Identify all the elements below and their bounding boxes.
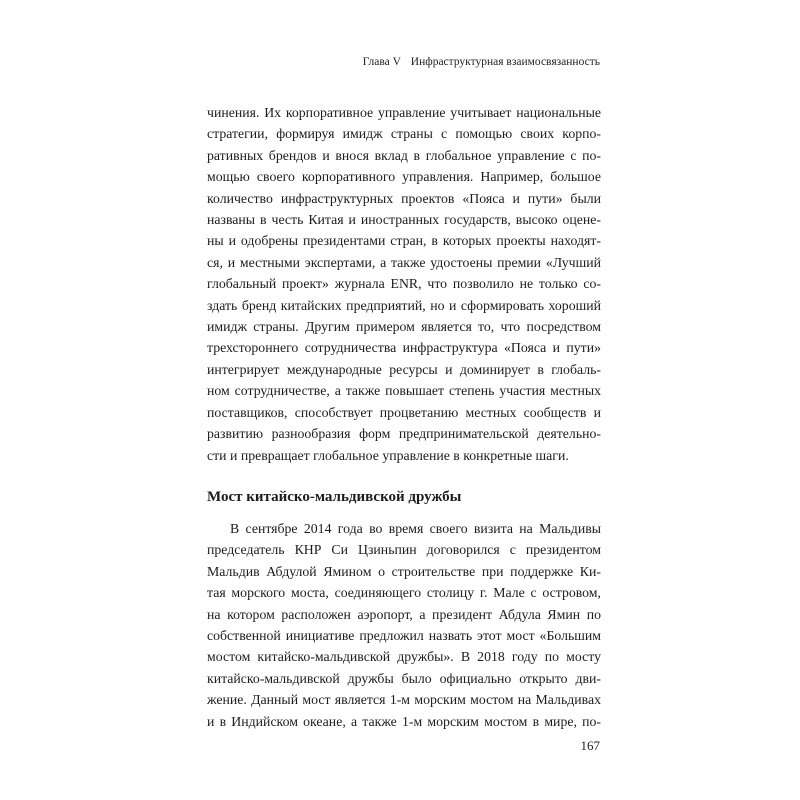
body-text-line: и в Индийском океане, а также 1-м морским мостом в мире, по- [207,713,601,729]
body-text-line: поставщиков, способствует процветанию местных сообществ и [207,404,601,420]
page-number: 167 [580,738,600,753]
body-text-line: стратегии, формируя имидж страны с помощью своих корпо- [207,126,601,142]
body-text-line: трехстороннего сотрудничества инфраструктура «Пояса и пути» [207,340,601,356]
body-text-line: названы в честь Китая и иностранных государств, высоко оцене- [207,212,601,228]
body-text-line: сти и превращает глобальное управление в конкретные шаги. [207,447,569,463]
paragraph-1 [207,102,601,466]
body-text-line: собственной инициативе предложил назвать этот мост «Большим [207,628,601,644]
chapter-title: Инфраструктурная взаимосвязанность [410,56,600,68]
running-header [363,54,600,70]
body-text-line: ся, и местными экспертами, а также удостоены премии «Лучший [207,254,601,270]
body-text-line: на котором расположен аэропорт, а президент Абдула Ямин по [207,606,601,622]
section-heading: Мост китайско-мальдивской дружбы [207,489,462,505]
body-text-line: глобальный проект» журнала ENR, что позволило не только со- [207,276,601,292]
body-text-line: китайско-мальдивской дружбы было официально открыто дви- [207,670,601,686]
body-text-line: развитию разнообразия форм предпринимательской деятельно- [207,426,601,442]
paragraph-2 [207,518,601,732]
body-text-line: В сентябре 2014 года во время своего визита на Мальдивы [230,521,601,536]
body-text-line: ном сотрудничестве, а также повышает степень участия местных [207,383,601,399]
body-text-line: количество инфраструктурных проектов «Пояса и пути» были [207,190,601,206]
body-text-line: имидж страны. Другим примером является то, что посредством [207,319,601,335]
body-text-line: председатель КНР Си Цзиньпин договорился с президентом [207,542,601,558]
body-text-line: мощью своего корпоративного управления. Например, большое [207,169,601,185]
body-text-line: ративных брендов и внося вклад в глобальное управление с по- [207,147,601,163]
body-text-line: мостом китайско-мальдивской дружбы». В 2018 году по мосту [207,649,601,665]
chapter-label: Глава V [362,56,401,68]
body-text-line: Мальдив Абдулой Ямином о строительстве при поддержке Ки- [207,563,601,579]
body-text-line: здать бренд китайских предприятий, но и сформировать хороший [207,297,601,313]
body-text-line: тая морского моста, соединяющего столицу г. Мале с островом, [207,585,601,601]
body-text-line: чинения. Их корпоративное управление учитывает национальные [207,105,601,120]
body-text-line: ны и одобрены президентами стран, в которых проекты находят- [207,233,601,249]
body-text-line: жение. Данный мост является 1-м морским мостом на Мальдивах [207,692,601,708]
body-text-line: интегрирует международные ресурсы и доминирует в глобаль- [207,361,601,377]
